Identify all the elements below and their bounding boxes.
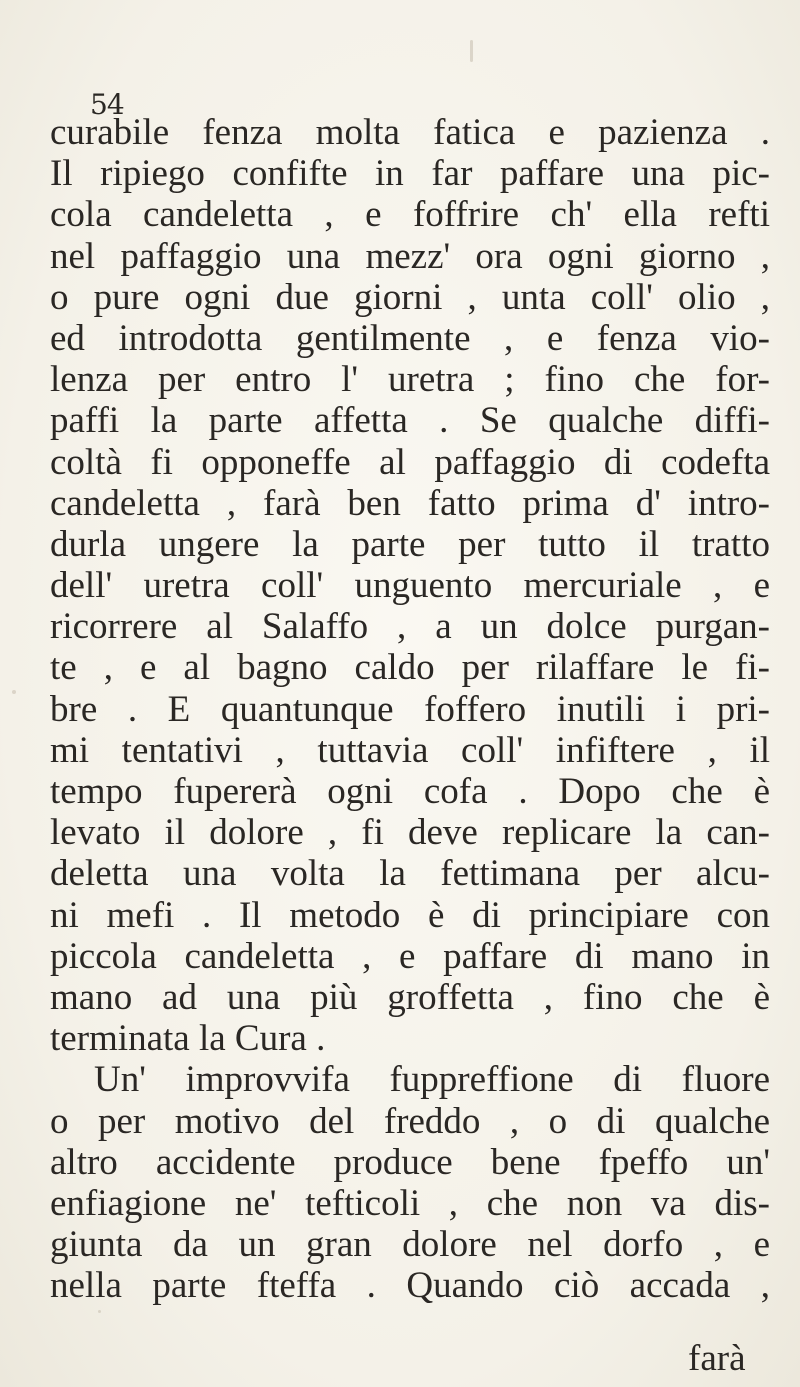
text-line: bre . E quantunque foffero inutili i pri-	[50, 688, 770, 730]
text-line: mi tentativi , tuttavia coll' infiftere , il	[50, 729, 770, 771]
text-line: cola candeletta , e foffrire ch' ella refti	[50, 194, 770, 236]
page-number: 54	[90, 88, 124, 121]
text-line: te , e al bagno caldo per rilaffare le fi-	[50, 647, 770, 689]
text-line: curabile fenza molta fatica e pazienza .	[50, 112, 770, 153]
text-line: ni mefi . Il metodo è di principiare con	[50, 894, 770, 936]
text-line: giunta da un gran dolore nel dorfo , e	[50, 1224, 770, 1266]
text-line: nel paffaggio una mezz' ora ogni giorno ,	[50, 235, 770, 277]
catchword: farà	[688, 1338, 746, 1379]
text-line: candeletta , farà ben fatto prima d' intro-	[50, 482, 770, 524]
text-line: enfiagione ne' tefticoli , che non va dis-	[50, 1182, 770, 1224]
text-line: ed introdotta gentilmente , e fenza vio-	[50, 317, 770, 359]
text-line: dell' uretra coll' unguento mercuriale , e	[50, 565, 770, 607]
text-line: lenza per entro l' uretra ; fino che for-	[50, 359, 770, 401]
paper-mark	[470, 40, 473, 62]
text-line: o per motivo del freddo , o di qualche	[50, 1100, 770, 1142]
paragraph-start-line: Un' improvvifa fuppreffione di fluore	[94, 1059, 770, 1101]
text-line: Il ripiego confifte in far paffare una pic-	[50, 153, 770, 195]
text-line: deletta una volta la fettimana per alcu-	[50, 853, 770, 895]
text-line: ricorrere al Salaffo , a un dolce purgan-	[50, 606, 770, 648]
text-line: nella parte fteffa . Quando ciò accada ,	[50, 1265, 770, 1307]
body-text	[50, 112, 770, 1306]
paper-speck	[98, 1310, 101, 1313]
text-line: coltà fi opponeffe al paffaggio di codefta	[50, 441, 770, 483]
paper-speck	[12, 690, 16, 694]
text-line: levato il dolore , fi deve replicare la can-	[50, 812, 770, 854]
text-line: tempo fupererà ogni cofa . Dopo che è	[50, 771, 770, 812]
text-line: piccola candeletta , e paffare di mano in	[50, 935, 770, 977]
text-line: mano ad una più groffetta , fino che è	[50, 976, 770, 1018]
paragraph-end-line: terminata la Cura .	[50, 1018, 326, 1060]
text-line: durla ungere la parte per tutto il tratto	[50, 523, 770, 565]
text-line: paffi la parte affetta . Se qualche diffi-	[50, 400, 770, 442]
text-line: o pure ogni due giorni , unta coll' olio ,	[50, 276, 770, 318]
text-line: altro accidente produce bene fpeffo un'	[50, 1141, 770, 1183]
